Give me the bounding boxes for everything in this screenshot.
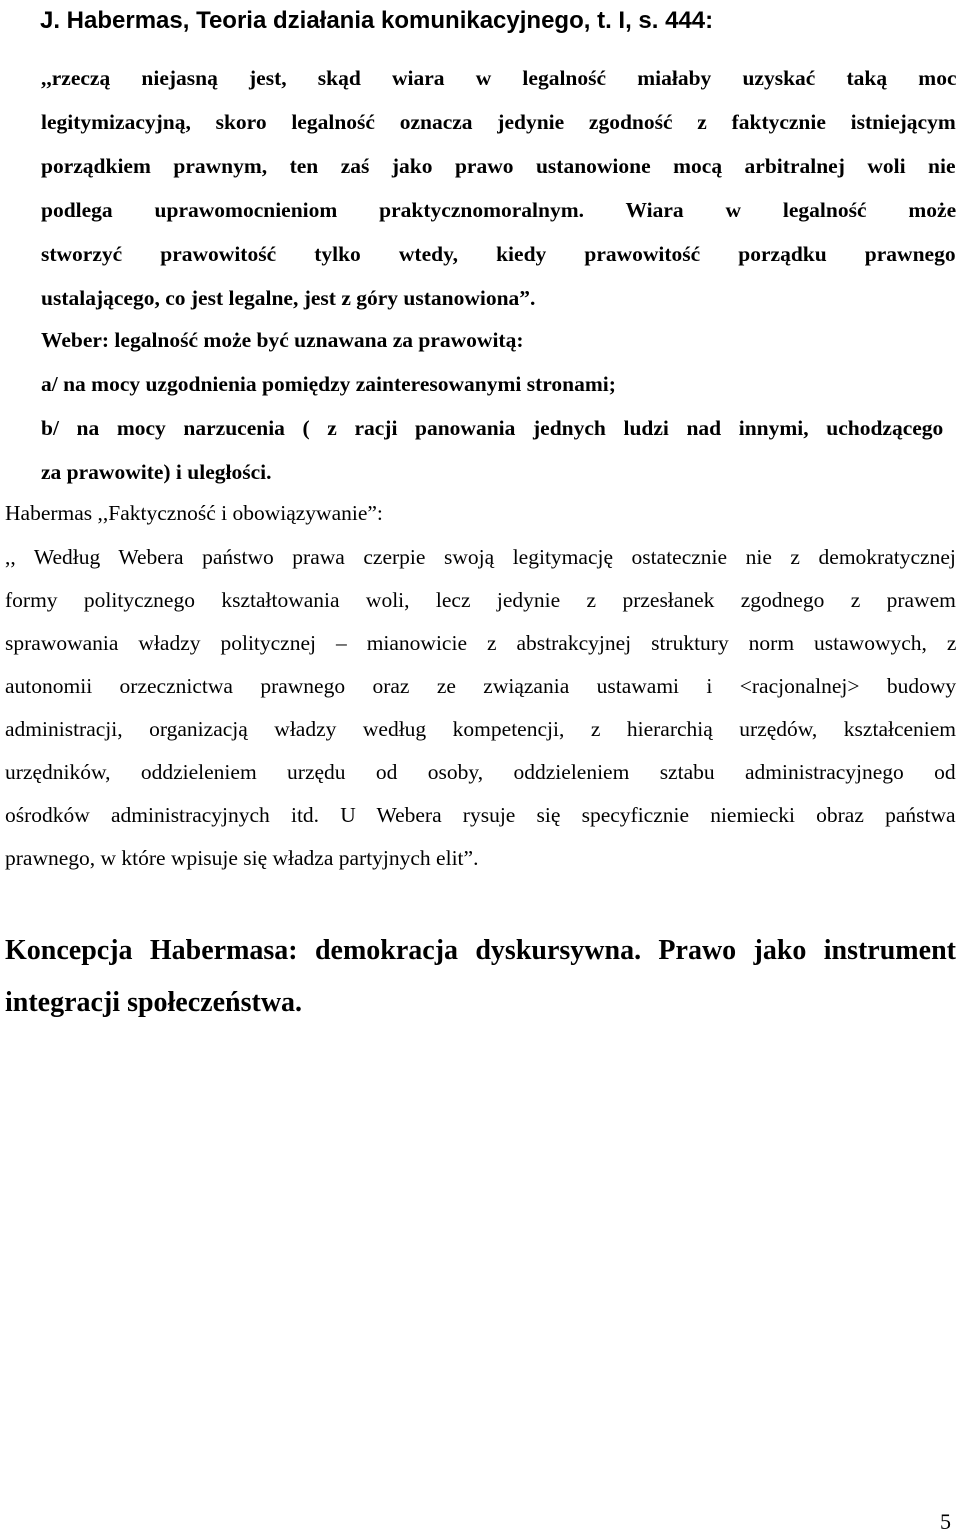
weber-line-text: za prawowite) i uległości. [41,460,272,484]
quote-line [41,100,956,144]
quote2-line: sprawowania władzy politycznej – mianowicie z abstrakcyjnej struktury norm ustawowych, z [5,631,957,655]
weber-line-text: a/ na mocy uzgodnienia pomiędzy zainteresowanymi stronami; [41,372,616,396]
quote2-line: administracji, organizacją władzy według kompetencji, z hierarchią urzędów, kształceniem [5,717,957,741]
weber-line [41,406,956,450]
quote-line-text: podlega uprawomocnieniom praktycznomoralnym. Wiara w legalność może [41,198,957,222]
quote2-line: urzędników, oddzieleniem urzędu od osoby, oddzieleniem sztabu administracyjnego od [5,760,956,784]
quote2-line: formy politycznego kształtowania woli, lecz jedynie z przesłanek zgodnego z prawem [5,588,956,612]
quote-line-text: ,,rzeczą niejasną jest, skąd wiara w legalność miałaby uzyskać taką moc [41,66,957,90]
weber-quote-block [5,536,956,880]
quote2-line: ośrodków administracyjnych itd. U Webera rysuje się specyficznie niemiecki obraz państwa [5,803,956,827]
weber-line-text: Weber: legalność może być uznawana za prawowitą: [41,328,524,352]
weber-legality-block [41,318,956,494]
quote2-line: ,, Według Webera państwo prawa czerpie swoją legitymację ostatecznie nie z demokratycznej [5,545,956,569]
quote-line [41,144,956,188]
weber-line [41,318,956,362]
weber-line [41,450,956,494]
section-heading-line: integracji społeczeństwa. [5,987,303,1018]
quote-line-text: ustalającego, co jest legalne, jest z góry ustanowiona”. [41,286,536,310]
quote-line-text: legitymizacyjną, skoro legalność oznacza jedynie zgodność z faktycznie istniejącym [41,110,956,134]
section-heading-line: Koncepcja Habermasa: demokracja dyskursywna. Prawo jako instrument [5,935,956,966]
habermas-quote-block [41,56,956,320]
quote-line [41,56,956,100]
habermas-heading-block [5,492,956,535]
weber-line [41,362,956,406]
section-heading [5,925,956,1029]
quote-line-text: porządkiem prawnym, ten zaś jako prawo ustanowione mocą arbitralnej woli nie [41,154,956,178]
source-heading: J. Habermas, Teoria działania komunikacyjnego, t. I, s. 444: [40,7,714,34]
habermas-book-heading: Habermas ,,Faktyczność i obowiązywanie”: [5,501,383,525]
quote-line [41,232,956,276]
weber-line-text: b/ na mocy narzucenia ( z racji panowania jednych ludzi nad innymi, uchodzącego [41,416,944,440]
quote2-line: prawnego, w które wpisuje się władza partyjnych elit”. [5,846,479,870]
quote-line-text: stworzyć prawowitość tylko wtedy, kiedy prawowitość porządku prawnego [41,242,956,266]
quote2-line: autonomii orzecznictwa prawnego oraz ze związania ustawami i <racjonalnej> budowy [5,674,957,698]
quote-line [41,188,956,232]
quote-line [41,276,956,320]
page-number: 5 [940,1509,951,1534]
